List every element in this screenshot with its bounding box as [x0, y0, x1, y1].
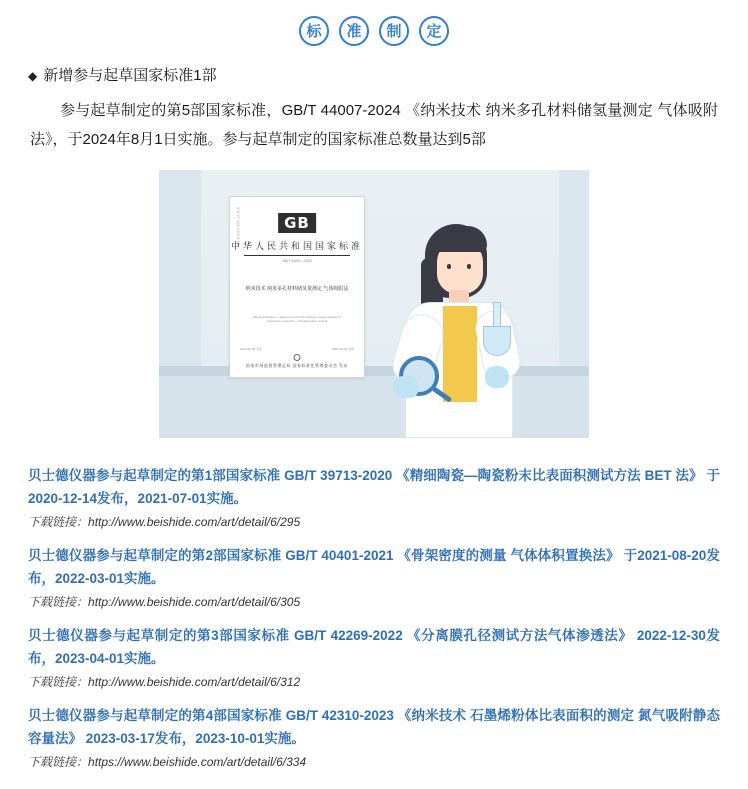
document-footer — [240, 347, 354, 351]
header-badge-row — [0, 0, 748, 60]
standard-name-3: 《分离膜孔径测试方法气体渗透法》 — [407, 628, 633, 643]
standard-lead-1: 贝士德仪器参与起草制定的第1部国家标准 — [28, 468, 281, 483]
badge-char-4: 定 — [419, 16, 449, 46]
illustration-wrapper — [0, 170, 748, 438]
list-item — [28, 624, 720, 690]
glove-right — [393, 376, 419, 398]
section-heading-text: 新增参与起草国家标准1部 — [43, 67, 217, 84]
standard-title-4 — [28, 704, 720, 750]
badge-char-3: 制 — [379, 16, 409, 46]
list-item — [28, 704, 720, 770]
shirt — [443, 306, 477, 402]
hair-fringe — [431, 226, 487, 252]
download-label-1: 下载链接： — [28, 515, 89, 529]
standard-link-row-1 — [28, 513, 720, 530]
standard-title-3 — [28, 624, 720, 670]
standard-lead-4: 贝士德仪器参与起草制定的第4部国家标准 — [28, 708, 282, 723]
scientist-figure — [387, 206, 537, 438]
standard-dates-3: 2022-12-30发布，2023-04-01实施。 — [28, 628, 720, 666]
standard-name-2: 《骨架密度的测量 气体体积置换法》 — [397, 548, 620, 563]
standard-code-2: GB/T 40401-2021 — [285, 548, 394, 563]
document-effective-date: 2024-08-01 实施 — [331, 347, 354, 351]
standards-list — [28, 464, 720, 770]
document-standard-number: GB/T 44007—2024 — [282, 259, 312, 263]
standard-dates-2: 于2021-08-20发布，2022-03-01实施。 — [28, 548, 720, 586]
standard-name-4: 《纳米技术 石墨烯粉体比表面积的测定 氮气吸附静态容量法》 — [28, 708, 720, 746]
document-issuer: 国家市场监督管理总局 国家标准化管理委员会 发布 — [245, 363, 349, 368]
document-divider — [244, 255, 350, 256]
list-item — [28, 464, 720, 530]
flask-icon — [483, 302, 511, 368]
document-english-title: Nanotechnologies — Measurement of the hydrogen storage capacity of nanoporous materials — Gas adsorption method — [252, 315, 342, 323]
document-seal-icon — [294, 354, 301, 361]
download-label-3: 下载链接： — [28, 675, 89, 689]
download-link-2[interactable]: http://www.beishide.com/art/detail/6/305 — [88, 595, 301, 609]
diamond-bullet-icon: ◆ — [28, 69, 38, 83]
standard-link-row-3 — [28, 673, 720, 690]
document-side-code: ICS 07.120 CCS A 43 — [236, 207, 240, 246]
flask-body — [483, 326, 511, 356]
standard-title-2 — [28, 544, 720, 590]
standard-lead-3: 贝士德仪器参与起草制定的第3部国家标准 — [28, 628, 290, 643]
standard-title-1 — [28, 464, 720, 510]
intro-paragraph: 参与起草制定的第5部国家标准，GB/T 44007-2024 《纳米技术 纳米多孔材料储氢量测定 气体吸附法》，于2024年8月1日实施。参与起草制定的国家标准总数量达到5部 — [30, 102, 718, 148]
standard-code-3: GB/T 42269-2022 — [294, 628, 403, 643]
badge-char-1: 标 — [299, 16, 329, 46]
standard-document-cover — [229, 196, 365, 378]
standard-link-row-2 — [28, 593, 720, 610]
download-label-2: 下载链接： — [28, 595, 89, 609]
download-link-1[interactable]: http://www.beishide.com/art/detail/6/295 — [88, 515, 301, 529]
standard-dates-4: 2023-03-17发布，2023-10-01实施。 — [85, 731, 305, 746]
gb-mark: GB — [278, 213, 316, 233]
eye-right — [467, 264, 471, 269]
list-item — [28, 544, 720, 610]
document-issue-date: 2024-04-25 发布 — [240, 347, 263, 351]
section-heading — [28, 66, 748, 86]
standard-name-1: 《精细陶瓷—陶瓷粉末比表面积测试方法 BET 法》 — [396, 468, 703, 483]
download-label-4: 下载链接： — [28, 755, 89, 769]
badge-char-2: 准 — [339, 16, 369, 46]
standard-lead-2: 贝士德仪器参与起草制定的第2部国家标准 — [28, 548, 282, 563]
flask-neck — [493, 302, 501, 328]
download-link-3[interactable]: http://www.beishide.com/art/detail/6/312 — [88, 675, 301, 689]
download-link-4[interactable]: https://www.beishide.com/art/detail/6/334 — [88, 755, 307, 769]
lab-illustration — [159, 170, 589, 438]
standard-link-row-4 — [28, 753, 720, 770]
standard-code-4: GB/T 42310-2023 — [285, 708, 394, 723]
glove-left — [485, 366, 509, 388]
standard-dates-1: 于2020-12-14发布，2021-07-01实施。 — [28, 468, 720, 506]
document-center-title: 纳米技术 纳米多孔材料储氢量测定 气体吸附法 — [245, 286, 349, 292]
document-title: 中华人民共和国国家标准 — [230, 241, 363, 251]
standard-code-1: GB/T 39713-2020 — [284, 468, 393, 483]
eye-left — [447, 264, 451, 269]
